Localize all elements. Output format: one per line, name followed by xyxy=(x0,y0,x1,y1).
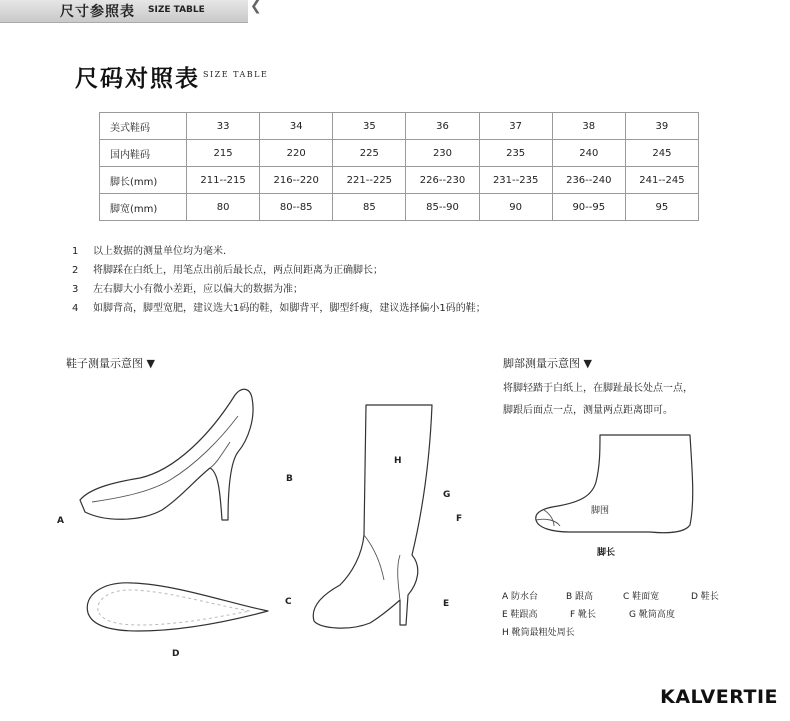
legend-item: D 鞋长 xyxy=(691,592,719,602)
note-text: 将脚踩在白纸上，用笔点出前后最长点，两点间距离为正确脚长； xyxy=(93,265,383,276)
table-cell: 85 xyxy=(333,194,406,221)
pump-side-illustration xyxy=(70,380,270,530)
foot-illustration xyxy=(530,430,700,540)
table-cell: 215 xyxy=(187,140,260,167)
label-f: F xyxy=(456,514,463,524)
table-row xyxy=(100,140,699,167)
table-cell: 225 xyxy=(333,140,406,167)
brand-logo: KALVERTIE xyxy=(660,686,778,708)
foot-instruction-1: 将脚轻踏于白纸上，在脚趾最长处点一点， xyxy=(503,383,693,394)
table-cell: 231--235 xyxy=(479,167,552,194)
row-label: 脚宽(mm) xyxy=(100,194,187,221)
legend-item: G 靴筒高度 xyxy=(629,610,675,620)
legend-line-1 xyxy=(502,589,719,602)
legend-item: F 靴长 xyxy=(570,610,597,620)
table-row xyxy=(100,113,699,140)
table-cell: 80 xyxy=(187,194,260,221)
legend-line-2 xyxy=(502,607,675,620)
row-label: 美式鞋码 xyxy=(100,113,187,140)
legend-line-3 xyxy=(502,625,575,638)
foot-diagram-label: 脚部测量示意图 ▼ xyxy=(503,357,592,370)
table-cell: 211--215 xyxy=(187,167,260,194)
note-item xyxy=(72,280,486,299)
label-d: D xyxy=(172,649,180,659)
note-item xyxy=(72,299,486,318)
table-row xyxy=(100,194,699,221)
foot-length-label: 脚长 xyxy=(597,548,616,558)
table-cell: 90 xyxy=(479,194,552,221)
table-cell: 241--245 xyxy=(625,167,698,194)
page-subtitle: SIZE TABLE xyxy=(203,70,269,79)
table-cell: 80--85 xyxy=(260,194,333,221)
foot-instruction-2: 脚跟后面点一点，测量两点距离即可。 xyxy=(503,405,673,416)
note-text: 左右脚大小有微小差距，应以偏大的数据为准； xyxy=(93,284,303,295)
table-cell: 39 xyxy=(625,113,698,140)
table-cell: 236--240 xyxy=(552,167,625,194)
notes-list xyxy=(72,242,486,318)
label-a: A xyxy=(57,516,64,526)
legend-item: A 防水台 xyxy=(502,592,539,602)
note-text: 如脚背高，脚型宽肥，建议选大1码的鞋，如脚背平，脚型纤瘦，建议选择偏小1码的鞋； xyxy=(93,303,486,314)
row-label: 国内鞋码 xyxy=(100,140,187,167)
label-g: G xyxy=(443,490,451,500)
table-cell: 36 xyxy=(406,113,479,140)
table-cell: 221--225 xyxy=(333,167,406,194)
table-cell: 235 xyxy=(479,140,552,167)
table-cell: 230 xyxy=(406,140,479,167)
legend-item: H 靴筒最粗处周长 xyxy=(502,628,575,638)
legend-item: E 鞋跟高 xyxy=(502,610,538,620)
knee-boot-illustration xyxy=(300,395,440,635)
legend-item: B 跟高 xyxy=(566,592,594,602)
note-number: 2 xyxy=(72,265,79,276)
shoe-diagram-label: 鞋子测量示意图 ▼ xyxy=(66,357,155,370)
size-table xyxy=(99,112,699,221)
table-cell: 226--230 xyxy=(406,167,479,194)
note-item xyxy=(72,242,486,261)
row-label: 脚长(mm) xyxy=(100,167,187,194)
table-cell: 38 xyxy=(552,113,625,140)
label-h: H xyxy=(394,456,402,466)
table-cell: 245 xyxy=(625,140,698,167)
foot-width-label: 脚围 xyxy=(591,506,610,516)
note-number: 1 xyxy=(72,246,79,257)
table-cell: 216--220 xyxy=(260,167,333,194)
note-number: 4 xyxy=(72,303,79,314)
note-item xyxy=(72,261,486,280)
header-tab-mark: ❮ xyxy=(250,0,262,14)
table-cell: 85--90 xyxy=(406,194,479,221)
table-cell: 95 xyxy=(625,194,698,221)
table-cell: 33 xyxy=(187,113,260,140)
table-cell: 240 xyxy=(552,140,625,167)
page-title: 尺码对照表 xyxy=(75,65,200,92)
table-row xyxy=(100,167,699,194)
pump-top-illustration xyxy=(78,575,278,635)
header-subtitle: SIZE TABLE xyxy=(148,5,205,15)
table-cell: 37 xyxy=(479,113,552,140)
label-b: B xyxy=(286,474,293,484)
legend-item: C 鞋面宽 xyxy=(623,592,660,602)
table-cell: 35 xyxy=(333,113,406,140)
table-cell: 220 xyxy=(260,140,333,167)
note-number: 3 xyxy=(72,284,79,295)
table-cell: 90--95 xyxy=(552,194,625,221)
label-c: C xyxy=(285,597,292,607)
header-title: 尺寸参照表 xyxy=(60,4,135,20)
label-e: E xyxy=(443,599,450,609)
table-cell: 34 xyxy=(260,113,333,140)
note-text: 以上数据的测量单位均为毫米. xyxy=(93,246,227,257)
